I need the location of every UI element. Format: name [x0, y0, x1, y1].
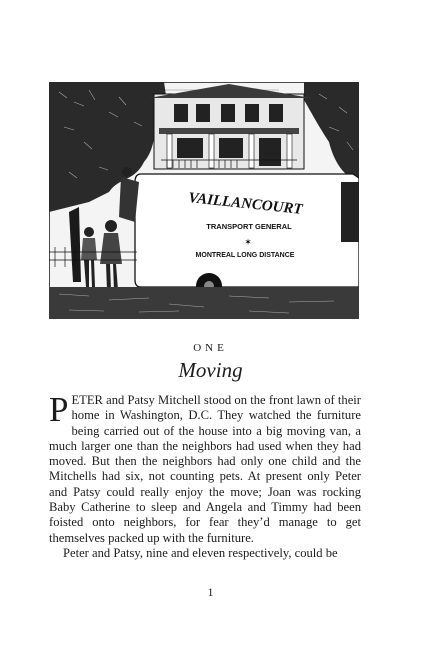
chapter-number: ONE: [193, 342, 228, 354]
van-name-text: VAILLANCOURT: [187, 190, 304, 218]
opening-smallcaps: ETER: [71, 393, 103, 407]
drop-cap: P: [49, 390, 69, 429]
paragraph-1-text: and Patsy Mitchell stood on the front lawn of their home in Washington, D.C. They watched the furniture being carried out of the house into a big moving van, a much larger one than the neighbors had used when they had moved. But then the neighbors had only one child and the Mitchells had six, not counting pets. At present only Peter and Patsy could really enjoy the move; Joan was rocking Baby Catherine to sleep and Angela and Timmy had been foisted onto neighbors, for fear they’d manage to get themselves packed up with the furniture.: [49, 393, 361, 545]
paragraph-2: Peter and Patsy, nine and eleven respectively, could be: [63, 545, 338, 560]
chapter-illustration: [49, 82, 359, 319]
van-line2-text: TRANSPORT GENERAL: [206, 222, 292, 231]
paragraph-1: [49, 390, 361, 546]
chapter-title: Moving: [178, 358, 243, 382]
van-line3-text: MONTREAL LONG DISTANCE: [195, 252, 295, 259]
van-star-icon: ✶: [244, 237, 252, 247]
page-number: 1: [207, 585, 214, 599]
chapter-body: [49, 390, 361, 561]
